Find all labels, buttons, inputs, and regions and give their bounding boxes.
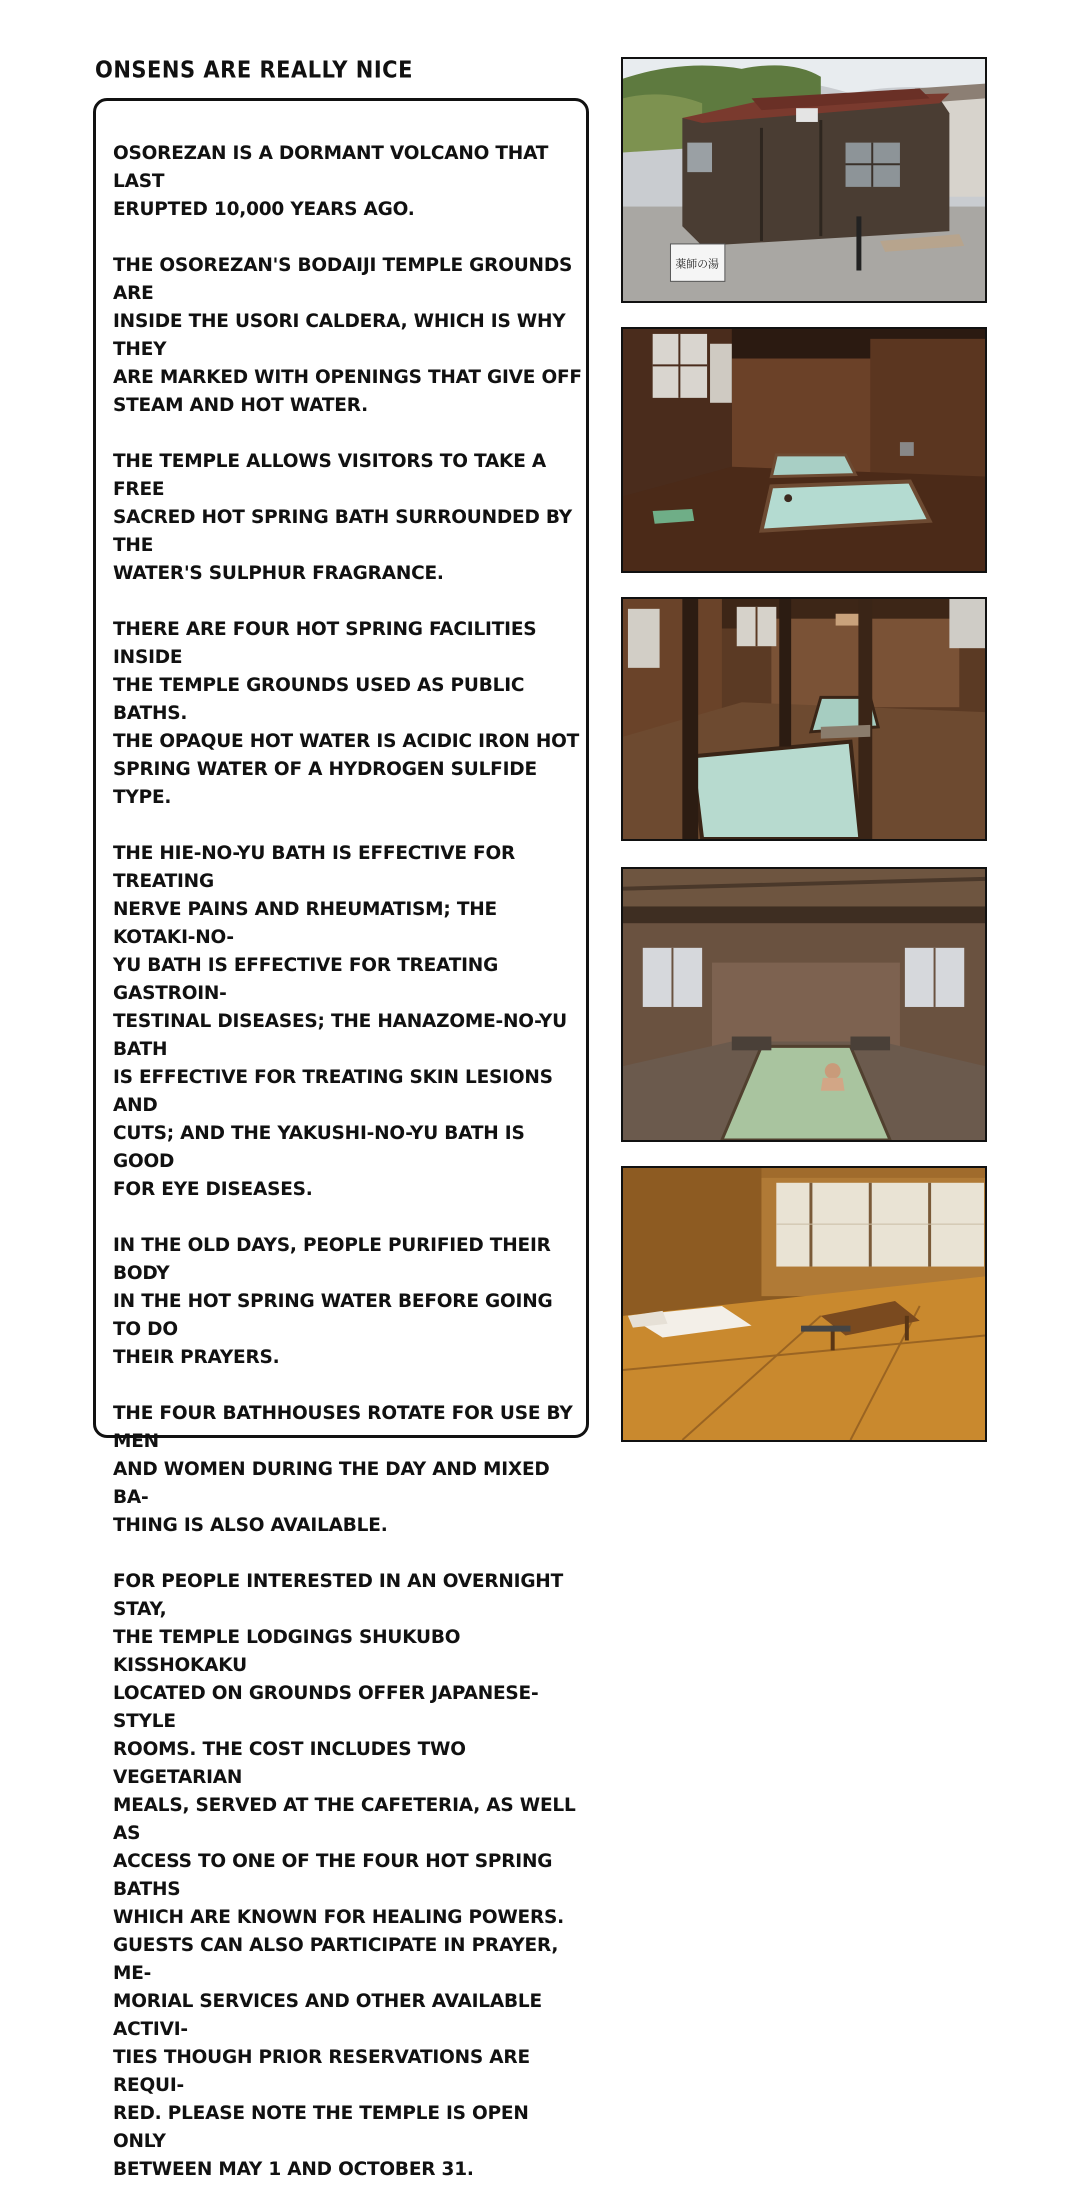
paragraph-rotation: THE FOUR BATHHOUSES ROTATE FOR USE BY MEN AND WOMEN DURING THE DAY AND MIXED BA- THING IS ALSO AVAILABLE. — [113, 1403, 573, 1536]
text-panel-content — [113, 140, 583, 2212]
photo-bath-interior-2 — [621, 597, 987, 841]
paragraph-old-days: IN THE OLD DAYS, PEOPLE PURIFIED THEIR BODY IN THE HOT SPRING WATER BEFORE GOING TO DO THEIR PRAYERS. — [113, 1235, 553, 1368]
photo-bathhouse-exterior — [621, 57, 987, 303]
paragraph-volcano: OSOREZAN IS A DORMANT VOLCANO THAT LAST ERUPTED 10,000 YEARS AGO. — [113, 143, 549, 220]
paragraph-bath-effects: THE HIE-NO-YU BATH IS EFFECTIVE FOR TREATING NERVE PAINS AND RHEUMATISM; THE KOTAKI-NO- YU BATH IS EFFECTIVE FOR TREATING GASTROIN- TESTINAL DISEASES; THE HANAZOME-NO-YU BATH IS EFFECTIVE FOR TREATING SKIN LESIONS AND CUTS; AND THE YAKUSHI-NO-YU BATH IS GOOD FOR EYE DISEASES. — [113, 843, 567, 1200]
page-title: ONSENS ARE REALLY NICE — [95, 56, 413, 83]
photo-bath-interior-1 — [621, 327, 987, 573]
paragraph-caldera: THE OSOREZAN'S BODAIJI TEMPLE GROUNDS ARE INSIDE THE USORI CALDERA, WHICH IS WHY THEY ARE MARKED WITH OPENINGS THAT GIVE OFF STEAM AND HOT WATER. — [113, 255, 582, 416]
paragraph-facilities: THERE ARE FOUR HOT SPRING FACILITIES INSIDE THE TEMPLE GROUNDS USED AS PUBLIC BATHS. THE OPAQUE HOT WATER IS ACIDIC IRON HOT SPRING WATER OF A HYDROGEN SULFIDE TYPE. — [113, 619, 580, 808]
photo-bath-interior-3 — [621, 867, 987, 1142]
paragraph-overnight: FOR PEOPLE INTERESTED IN AN OVERNIGHT STAY, THE TEMPLE LODGINGS SHUKUBO KISSHOKAKU LOCATED ON GROUNDS OFFER JAPANESE-STYLE ROOMS. THE COST INCLUDES TWO VEGETARIAN MEALS, SERVED AT THE CAFETERIA, AS WELL AS ACCESS TO ONE OF THE FOUR HOT SPRING BATHS WHICH ARE KNOWN FOR HEALING POWERS. GUESTS CAN ALSO PARTICIPATE IN PRAYER, ME- MORIAL SERVICES AND OTHER AVAILABLE ACTIVI- TIES THOUGH PRIOR RESERVATIONS ARE REQUI- RED. PLEASE NOTE THE TEMPLE IS OPEN ONLY BETWEEN MAY 1 AND OCTOBER 31. — [113, 1571, 576, 2180]
bath-sign-text: 薬師の湯 — [675, 257, 719, 271]
paragraph-free-bath: THE TEMPLE ALLOWS VISITORS TO TAKE A FREE SACRED HOT SPRING BATH SURROUNDED BY THE WATER'S SULPHUR FRAGRANCE. — [113, 451, 572, 584]
photo-lodging-room — [621, 1166, 987, 1442]
